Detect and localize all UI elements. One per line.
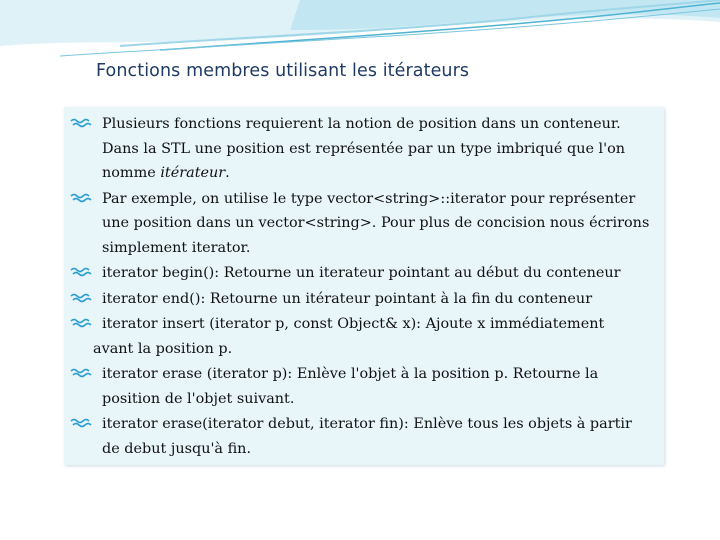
bullet-text: iterator insert (iterator p, const Object& x): Ajoute x immédiatement xyxy=(102,316,605,332)
bullet-text: une position dans un vector<string>. Pour plus de concision nous écrirons xyxy=(102,215,650,231)
bullet-text: nomme xyxy=(102,165,161,181)
bullet-text: avant la position p. xyxy=(93,340,233,357)
waves-icon xyxy=(70,266,92,278)
waves-icon xyxy=(70,367,92,379)
bullet-text: iterator end(): Retourne un itérateur pointant à la fin du conteneur xyxy=(102,290,593,307)
list-item xyxy=(70,287,670,312)
bullet-text: simplement iterator. xyxy=(102,239,251,256)
bullet-text: position de l'objet suivant. xyxy=(102,390,295,407)
italic-term: itérateur xyxy=(160,165,226,181)
decorative-banner xyxy=(0,0,720,60)
waves-icon xyxy=(70,417,92,429)
list-item xyxy=(70,112,670,186)
list-item xyxy=(70,312,670,361)
bullet-text: iterator erase(iterator debut, iterator fin): Enlève tous les objets à partir xyxy=(102,416,632,432)
bullet-text: . xyxy=(225,165,230,181)
waves-icon xyxy=(70,117,92,129)
list-item xyxy=(70,362,670,411)
bullet-text: iterator begin(): Retourne un iterateur pointant au début du conteneur xyxy=(102,265,621,281)
bullet-text: Dans la STL une position est représentée par un type imbriqué que l'on xyxy=(102,140,626,157)
list-item xyxy=(70,187,670,261)
bullet-text: iterator erase (iterator p): Enlève l'objet à la position p. Retourne la xyxy=(102,366,599,382)
waves-icon xyxy=(70,192,92,204)
list-item xyxy=(70,261,670,286)
page-title: Fonctions membres utilisant les itérateurs xyxy=(96,61,470,81)
list-item xyxy=(70,412,670,461)
waves-icon xyxy=(70,292,92,304)
bullet-list xyxy=(70,112,670,462)
bullet-text: Plusieurs fonctions requierent la notion de position dans un conteneur. xyxy=(102,116,621,132)
waves-icon xyxy=(70,317,92,329)
bullet-text: de debut jusqu'à fin. xyxy=(102,440,252,457)
bullet-text: Par exemple, on utilise le type vector<string>::iterator pour représenter xyxy=(102,190,636,207)
